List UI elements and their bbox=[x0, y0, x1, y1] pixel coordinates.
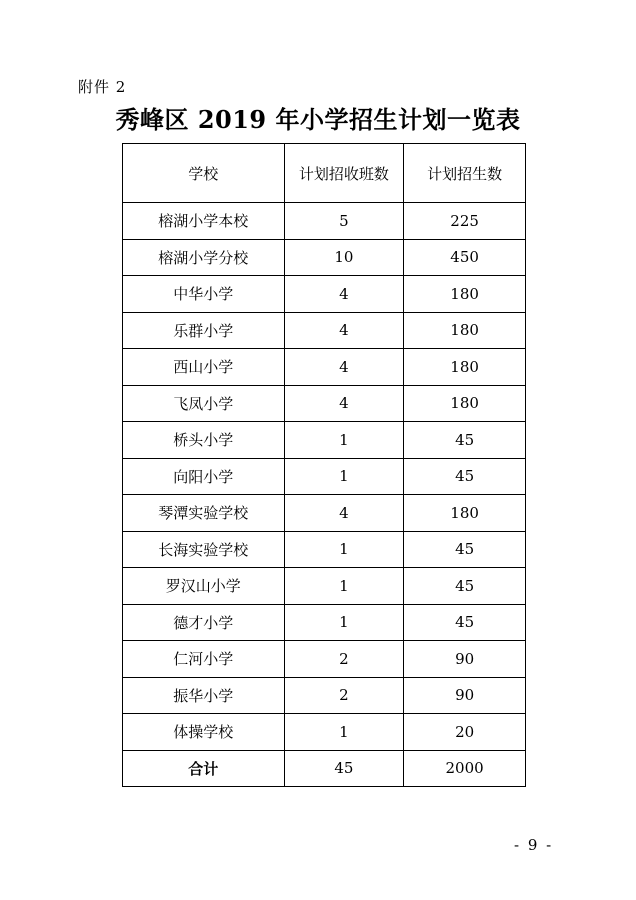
total-label: 合计 bbox=[123, 750, 285, 787]
planned-classes-cell: 4 bbox=[284, 349, 404, 386]
attachment-label: 附件 2 bbox=[78, 78, 127, 96]
header-school: 学校 bbox=[123, 144, 285, 203]
table-row bbox=[123, 276, 526, 313]
school-name-cell: 罗汉山小学 bbox=[123, 568, 285, 605]
header-planned-students: 计划招生数 bbox=[404, 144, 526, 203]
table-row bbox=[123, 312, 526, 349]
planned-classes-cell: 1 bbox=[284, 604, 404, 641]
planned-students-cell: 45 bbox=[404, 568, 526, 605]
planned-students-cell: 180 bbox=[404, 495, 526, 532]
table-row bbox=[123, 458, 526, 495]
table-total-row bbox=[123, 750, 526, 787]
school-name-cell: 乐群小学 bbox=[123, 312, 285, 349]
planned-classes-cell: 1 bbox=[284, 568, 404, 605]
table-row bbox=[123, 203, 526, 240]
school-name-cell: 长海实验学校 bbox=[123, 531, 285, 568]
table-row bbox=[123, 385, 526, 422]
table-row bbox=[123, 604, 526, 641]
school-name-cell: 振华小学 bbox=[123, 677, 285, 714]
planned-students-cell: 45 bbox=[404, 604, 526, 641]
school-name-cell: 体操学校 bbox=[123, 714, 285, 751]
planned-students-cell: 225 bbox=[404, 203, 526, 240]
planned-classes-cell: 1 bbox=[284, 531, 404, 568]
planned-classes-cell: 4 bbox=[284, 495, 404, 532]
planned-students-cell: 180 bbox=[404, 312, 526, 349]
planned-students-cell: 20 bbox=[404, 714, 526, 751]
school-name-cell: 榕湖小学分校 bbox=[123, 239, 285, 276]
planned-students-cell: 180 bbox=[404, 349, 526, 386]
planned-classes-cell: 1 bbox=[284, 714, 404, 751]
planned-students-cell: 180 bbox=[404, 385, 526, 422]
table-header-row bbox=[123, 144, 526, 203]
planned-classes-cell: 2 bbox=[284, 677, 404, 714]
table-row bbox=[123, 422, 526, 459]
planned-classes-cell: 4 bbox=[284, 276, 404, 313]
total-classes: 45 bbox=[284, 750, 404, 787]
school-name-cell: 仁河小学 bbox=[123, 641, 285, 678]
planned-classes-cell: 1 bbox=[284, 422, 404, 459]
planned-classes-cell: 4 bbox=[284, 312, 404, 349]
enrollment-plan-table bbox=[122, 143, 526, 787]
planned-students-cell: 450 bbox=[404, 239, 526, 276]
school-name-cell: 向阳小学 bbox=[123, 458, 285, 495]
total-students: 2000 bbox=[404, 750, 526, 787]
planned-students-cell: 90 bbox=[404, 641, 526, 678]
table-row bbox=[123, 677, 526, 714]
table-row bbox=[123, 568, 526, 605]
school-name-cell: 德才小学 bbox=[123, 604, 285, 641]
school-name-cell: 榕湖小学本校 bbox=[123, 203, 285, 240]
header-planned-classes: 计划招收班数 bbox=[284, 144, 404, 203]
table-body bbox=[123, 203, 526, 751]
table-row bbox=[123, 714, 526, 751]
planned-students-cell: 90 bbox=[404, 677, 526, 714]
table-row bbox=[123, 531, 526, 568]
planned-classes-cell: 1 bbox=[284, 458, 404, 495]
school-name-cell: 琴潭实验学校 bbox=[123, 495, 285, 532]
school-name-cell: 飞凤小学 bbox=[123, 385, 285, 422]
table-row bbox=[123, 641, 526, 678]
planned-classes-cell: 4 bbox=[284, 385, 404, 422]
page-number: - 9 - bbox=[514, 836, 554, 854]
planned-students-cell: 45 bbox=[404, 458, 526, 495]
planned-students-cell: 45 bbox=[404, 531, 526, 568]
planned-classes-cell: 5 bbox=[284, 203, 404, 240]
table-row bbox=[123, 239, 526, 276]
school-name-cell: 中华小学 bbox=[123, 276, 285, 313]
document-title: 秀峰区 2019 年小学招生计划一览表 bbox=[115, 105, 521, 134]
table-row bbox=[123, 349, 526, 386]
planned-students-cell: 45 bbox=[404, 422, 526, 459]
school-name-cell: 西山小学 bbox=[123, 349, 285, 386]
school-name-cell: 桥头小学 bbox=[123, 422, 285, 459]
planned-classes-cell: 2 bbox=[284, 641, 404, 678]
table-row bbox=[123, 495, 526, 532]
planned-students-cell: 180 bbox=[404, 276, 526, 313]
planned-classes-cell: 10 bbox=[284, 239, 404, 276]
